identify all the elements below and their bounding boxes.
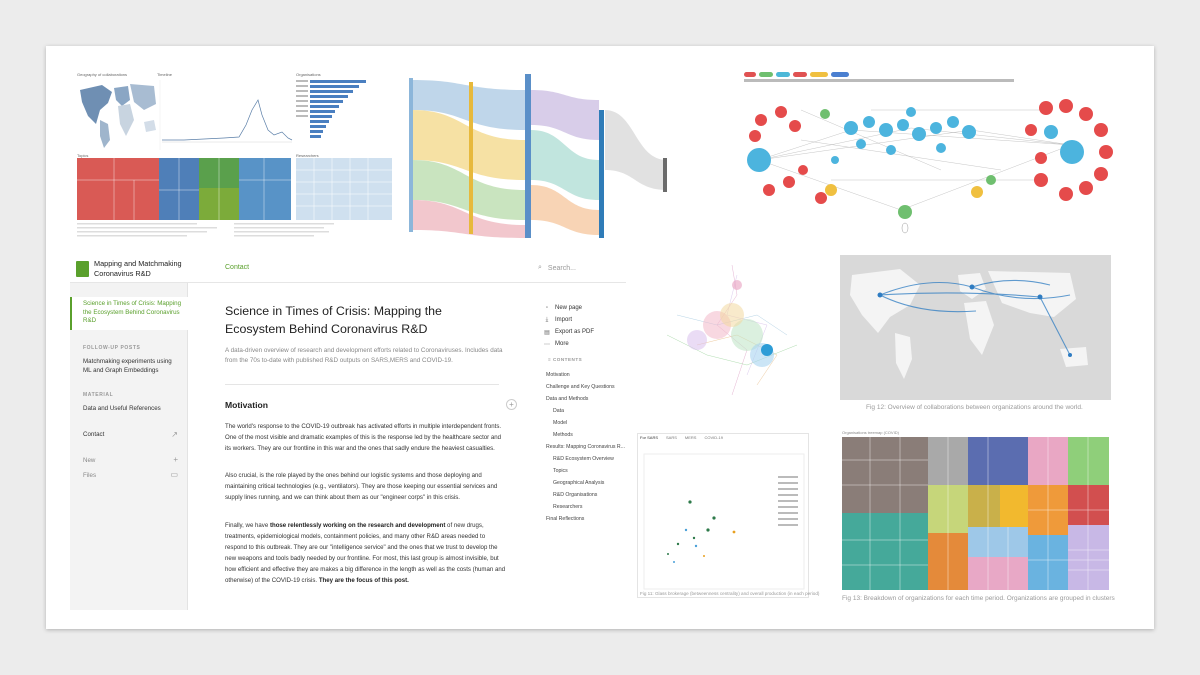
search-placeholder: Search... — [547, 264, 576, 272]
toc-item[interactable]: Researchers — [553, 504, 583, 510]
add-block-button[interactable]: + — [506, 399, 517, 410]
more-button[interactable]: ⋯ More — [544, 341, 569, 348]
treemap-graphics — [840, 430, 1111, 592]
import-button[interactable]: ⤓ Import — [545, 316, 573, 323]
section-heading-motivation: Motivation — [225, 400, 268, 410]
sidebar-heading-followup: FOLLOW-UP POSTS — [83, 345, 141, 351]
network-graphics — [741, 70, 1125, 242]
force-graph-graphics — [637, 255, 827, 415]
scatter-thumbnail — [637, 433, 809, 598]
scatter-graphics — [638, 434, 809, 598]
page-tools — [544, 302, 626, 350]
treemap-title: Organisations treemap (COVID) — [842, 430, 899, 435]
toc-item[interactable]: R&D Organisations — [553, 492, 598, 498]
toc-item[interactable]: Geographical Analysis — [553, 480, 605, 486]
toc-item[interactable]: Data — [553, 408, 564, 414]
toc-item[interactable]: Methods — [553, 432, 573, 438]
world-map-thumbnail — [840, 255, 1111, 400]
article-lead: A data-driven overview of research and development efforts related to Coronaviruses. Includes data from the 70s to-date with published R&D outputs on SARS,MERS and COVID-19. — [225, 347, 503, 364]
page-title: Science in Times of Crisis: Mapping the Ecosystem Behind Coronavirus R&D — [225, 304, 442, 336]
toc-item[interactable]: Motivation — [546, 372, 570, 378]
list-icon: ≡ — [548, 357, 553, 362]
article-content — [188, 283, 514, 610]
sankey-graphics — [405, 70, 669, 242]
dashboard-graphics — [74, 70, 396, 242]
brand-title[interactable]: Mapping and Matchmaking Coronavirus R&D — [94, 259, 182, 278]
force-graph-thumbnail — [637, 255, 827, 415]
fig12-caption: Fig 12: Overview of collaborations between organizations around the world. — [866, 404, 1083, 411]
sidebar-item-new[interactable]: New — [83, 457, 96, 464]
sidebar-item-files[interactable]: Files — [83, 472, 97, 479]
fig13-caption: Fig 13: Breakdown of organizations for each time period. Organizations are grouped in clusters — [842, 595, 1115, 602]
pdf-icon: ▤ — [544, 329, 550, 336]
divider — [225, 384, 499, 385]
scatter-tabs — [640, 435, 723, 440]
fig11-caption: Fig 11: Glass brokerage (betweenness centrality) and overall production (in each period) — [640, 591, 820, 596]
paragraph-3: Finally, we have those relentlessly working on the research and development of new drugs, treatments, epidemiological models, containment policies, and many other R&D areas needed to respond to this outbreak. They are our "intelligence service" and the ones that we trust to develop the new weapons and tools badly needed by our frontline. For most, this last group is almost invisible, but how efficient and effective they are makes a big difference in the length as well as the costs (human and otherwise) of the COVID-19 crisis. They are the focus of this post. — [225, 522, 506, 584]
app-header — [70, 255, 626, 283]
new-page-button[interactable]: ▫ New page — [545, 305, 583, 311]
geo-title: Geography of collaborations — [77, 72, 128, 77]
table-of-contents — [546, 369, 626, 525]
paragraph-1: The world's response to the COVID-19 outbreak has activated efforts in multiple interdependent fronts. One of the most visible and dramatic examples of this is the response led by the healthcare sector and its workers. They are our frontline in this war and the ones that sadly endure the heaviest casualties. — [225, 423, 502, 452]
sankey-thumbnail — [405, 70, 669, 242]
tab-covid[interactable]: COVID-19 — [704, 435, 723, 440]
dashboard-thumbnail — [74, 70, 396, 242]
tab-sars[interactable]: SARS — [666, 435, 677, 440]
sidebar — [70, 283, 188, 610]
search-icon: ⌕ — [538, 264, 542, 271]
paragraph-2: Also crucial, is the role played by the ones behind our logistic systems and those deploying and maintaining critical technologies (e.g., ventilators). They are those keeping our essential services and supply lines running, and we can think about them as our "engineer corps" in this crisis. — [225, 472, 498, 501]
sidebar-item-data[interactable]: Data and Useful References — [83, 405, 161, 412]
toc-heading: ≡ CONTENTS — [548, 357, 583, 362]
sidebar-item-contact[interactable]: Contact — [83, 431, 105, 438]
toc-item[interactable]: Data and Methods — [546, 396, 589, 402]
toc-item[interactable]: Model — [553, 420, 568, 426]
world-map-graphics — [840, 255, 1111, 400]
treemap-thumbnail — [840, 430, 1111, 592]
timeline-title: Timeline — [157, 72, 172, 77]
network-thumbnail — [741, 70, 1125, 242]
search-input[interactable] — [538, 264, 576, 272]
toc-item[interactable]: Topics — [553, 468, 568, 474]
more-icon: ⋯ — [544, 341, 550, 348]
sidebar-item-matchmaking[interactable]: Matchmaking experiments using ML and Graph Embeddings — [83, 358, 172, 374]
folder-icon[interactable]: ▭ — [170, 470, 178, 479]
sidebar-item-active-post[interactable]: Science in Times of Crisis: Mapping the Ecosystem Behind Coronavirus R&D — [70, 297, 188, 330]
researchers-title: Researchers — [296, 153, 319, 158]
toc-item[interactable]: Challenge and Key Questions — [546, 384, 615, 390]
orgs-title: Organisations — [296, 72, 321, 77]
nav-contact-link[interactable]: Contact — [225, 264, 250, 271]
tab-mers[interactable]: MERS — [684, 435, 697, 440]
topics-title: Topics — [77, 153, 89, 158]
tab-for-sars[interactable]: For SARS — [640, 435, 659, 440]
new-page-icon: ▫ — [545, 305, 549, 311]
sidebar-heading-material: MATERIAL — [83, 392, 114, 398]
import-icon: ⤓ — [545, 316, 549, 323]
article-app — [70, 255, 626, 610]
external-link-icon[interactable]: ↗ — [171, 430, 178, 439]
export-pdf-button[interactable]: ▤ Export as PDF — [544, 329, 595, 336]
leaf-logo-icon[interactable] — [76, 261, 89, 277]
toc-item[interactable]: R&D Ecosystem Overview — [553, 456, 614, 462]
toc-item[interactable]: Results: Mapping Coronavirus R... — [546, 444, 625, 450]
toc-item[interactable]: Final Reflections — [546, 516, 585, 522]
plus-icon[interactable]: + — [173, 455, 178, 464]
